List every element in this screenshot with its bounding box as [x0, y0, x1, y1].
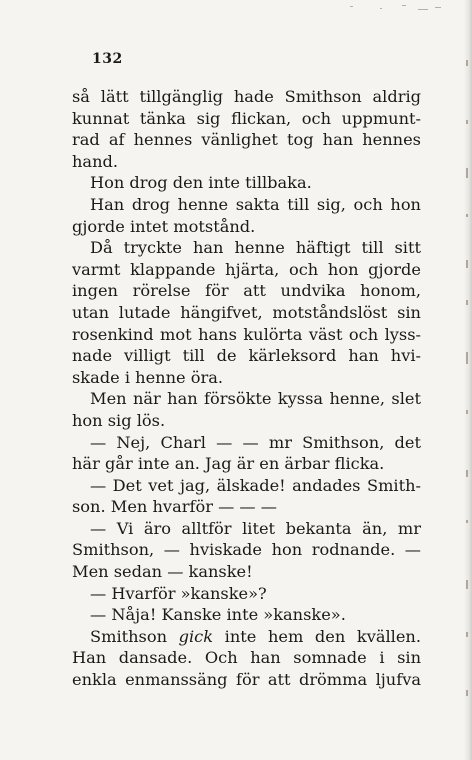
text-line: rosenkind mot hans kulörta väst och lyss- — [72, 324, 421, 344]
text-line: så lätt tillgänglig hade Smithson aldrig — [72, 87, 421, 106]
text-line: nade villigt till de kärleksord han hvi- — [72, 346, 421, 366]
text-line: här går inte an. Jag är en ärbar flicka. — [72, 454, 385, 474]
page-number: 132 — [92, 51, 123, 67]
text-line: gjorde intet motstånd. — [72, 216, 256, 236]
text-line: Smithson, — hviskade hon rodnande. — — [72, 540, 421, 560]
text-line: ingen rörelse för att undvika honom, — [72, 281, 421, 301]
text-line: Men när han försökte kyssa henne, slet — [90, 389, 421, 409]
text-line: rad af hennes vänlighet tog han hennes — [72, 130, 421, 150]
page-edge-specks — [466, 0, 470, 760]
text-line: — Det vet jag, älskade! andades Smith- — [90, 475, 421, 495]
text-line: hand. — [72, 151, 119, 171]
body-text — [72, 86, 421, 691]
text-line: Smithson gick inte hem den kvällen. — [90, 626, 421, 646]
text-line: Då tryckte han henne häftigt till sitt — [90, 238, 421, 258]
text-line: — Nej, Charl — — mr Smithson, det — [90, 432, 421, 452]
text-line: — Vi äro alltför litet bekanta än, mr — [90, 518, 421, 538]
text-line: Hon drog den inte tillbaka. — [90, 173, 312, 193]
page-top-specks — [340, 4, 460, 14]
text-line: varmt klappande hjärta, och hon gjorde — [72, 259, 421, 279]
text-line: Men sedan — kanske! — [72, 562, 253, 582]
text-line: — Nåja! Kanske inte »kanske». — [90, 605, 346, 625]
text-line: hon sig lös. — [72, 410, 166, 430]
text-line: Han drog henne sakta till sig, och hon — [90, 194, 421, 214]
text-line: Han dansade. Och han somnade i sin — [72, 648, 421, 668]
text-line: son. Men hvarför — — — — [72, 497, 277, 517]
text-line: kunnat tänka sig flickan, och uppmunt- — [72, 108, 421, 128]
text-line: skade i henne öra. — [72, 367, 224, 387]
text-line: utan lutade hängifvet, motståndslöst sin — [72, 302, 421, 322]
text-line: enkla enmanssäng för att drömma ljufva — [72, 670, 421, 690]
text-line: — Hvarför »kanske»? — [90, 583, 267, 603]
emphasis: gick — [178, 626, 214, 646]
